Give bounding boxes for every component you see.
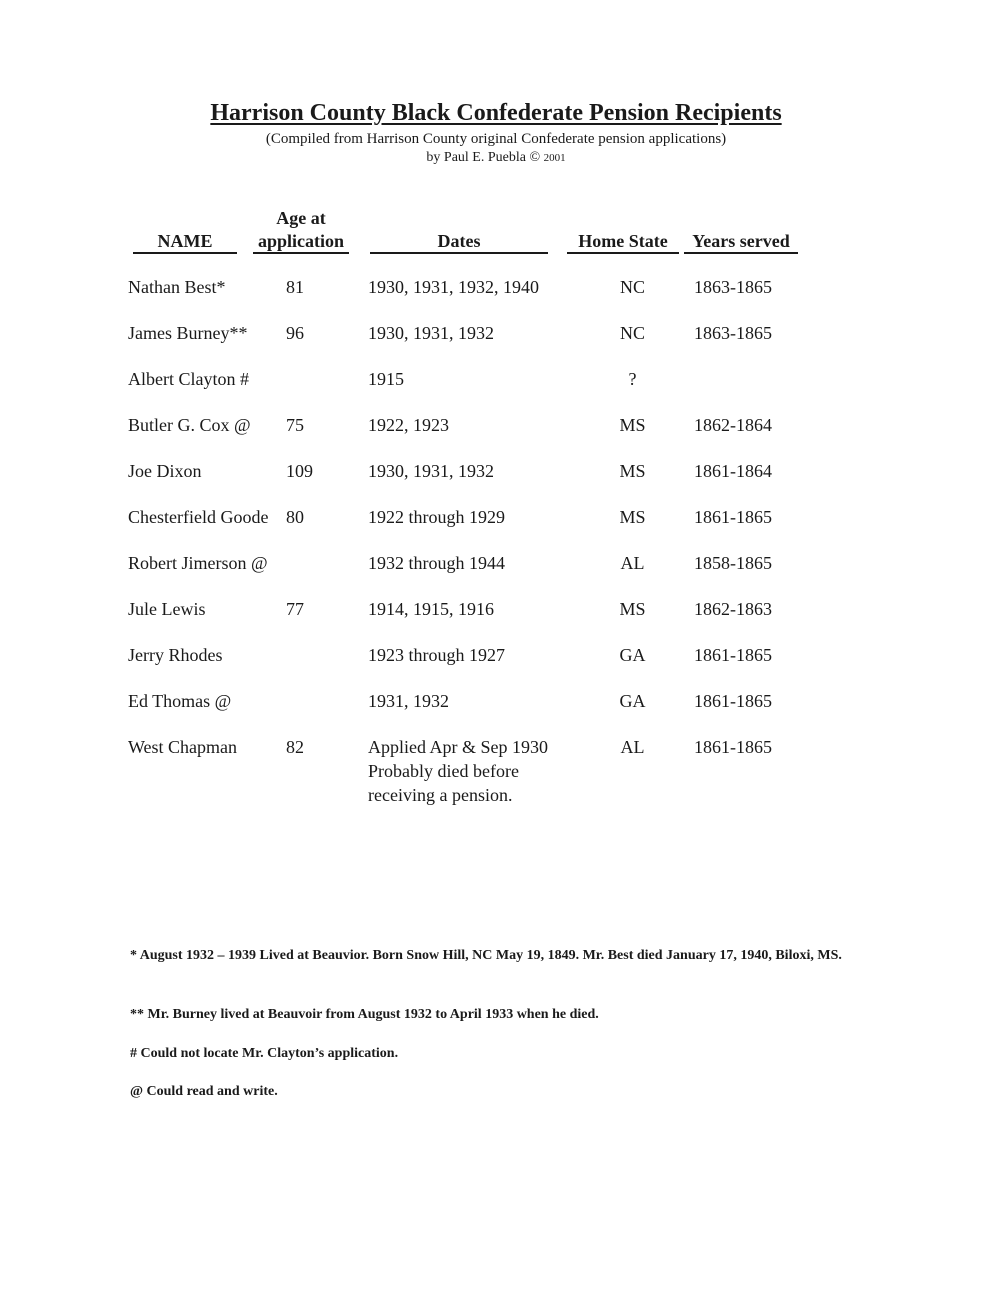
byline-year: 2001 bbox=[543, 152, 566, 164]
table-row bbox=[0, 644, 992, 690]
footnote-read-write: @ Could read and write. bbox=[130, 1084, 278, 1099]
cell-name: Ed Thomas @ bbox=[128, 691, 232, 711]
cell-name: Jule Lewis bbox=[128, 599, 206, 619]
cell-name: West Chapman bbox=[128, 737, 238, 757]
footnote-clayton: # Could not locate Mr. Clayton’s application. bbox=[130, 1046, 399, 1061]
cell-state: MS bbox=[619, 461, 646, 481]
cell-state: GA bbox=[619, 691, 646, 711]
cell-dates: 1922, 1923 bbox=[368, 415, 449, 435]
table-row-last bbox=[0, 736, 992, 808]
cell-dates: 1930, 1931, 1932 bbox=[368, 323, 494, 343]
cell-years: 1858-1865 bbox=[694, 553, 772, 573]
cell-dates: 1932 through 1944 bbox=[368, 553, 505, 573]
cell-dates: 1922 through 1929 bbox=[368, 507, 505, 527]
table-row bbox=[0, 598, 992, 644]
cell-state: NC bbox=[619, 277, 645, 297]
cell-dates: 1923 through 1927 bbox=[368, 645, 505, 665]
header-age: application bbox=[253, 230, 349, 254]
cell-name: Albert Clayton # bbox=[128, 369, 249, 389]
page-title bbox=[0, 98, 992, 128]
cell-years: 1861-1865 bbox=[694, 645, 772, 665]
table-row bbox=[0, 322, 992, 368]
byline bbox=[0, 149, 992, 167]
cell-dates: 1930, 1931, 1932 bbox=[368, 461, 494, 481]
cell-dates-line1: Applied Apr & Sep 1930 bbox=[368, 737, 548, 757]
cell-years: 1863-1865 bbox=[694, 323, 772, 343]
table-row bbox=[0, 276, 992, 322]
footnote-burney: ** Mr. Burney lived at Beauvoir from August 1932 to April 1933 when he died. bbox=[130, 1007, 599, 1022]
cell-dates: 1915 bbox=[368, 369, 404, 389]
cell-state: ? bbox=[628, 369, 637, 389]
cell-age: 81 bbox=[286, 277, 304, 297]
cell-name: Chesterfield Goode bbox=[128, 507, 269, 527]
cell-age: 96 bbox=[286, 323, 304, 343]
cell-name: Butler G. Cox @ bbox=[128, 415, 251, 435]
cell-years: 1863-1865 bbox=[694, 277, 772, 297]
cell-dates-line3: receiving a pension. bbox=[368, 785, 513, 805]
cell-state: AL bbox=[620, 737, 645, 757]
header-home-state: Home State bbox=[567, 230, 679, 254]
cell-state: MS bbox=[619, 599, 646, 619]
cell-dates: 1930, 1931, 1932, 1940 bbox=[368, 277, 539, 297]
cell-age: 109 bbox=[286, 461, 313, 481]
cell-name: Robert Jimerson @ bbox=[128, 553, 268, 573]
page-subtitle: (Compiled from Harrison County original Confederate pension applications) bbox=[265, 131, 727, 147]
cell-age: 80 bbox=[286, 507, 304, 527]
cell-years: 1861-1865 bbox=[694, 507, 772, 527]
cell-name: Jerry Rhodes bbox=[128, 645, 223, 665]
cell-state: MS bbox=[619, 415, 646, 435]
cell-years: 1861-1865 bbox=[694, 691, 772, 711]
cell-age: 75 bbox=[286, 415, 304, 435]
header-dates: Dates bbox=[370, 230, 548, 254]
cell-years: 1861-1864 bbox=[694, 461, 772, 481]
header-age-top: Age at bbox=[276, 208, 326, 228]
cell-dates: 1931, 1932 bbox=[368, 691, 449, 711]
table-row bbox=[0, 368, 992, 414]
header-years-served: Years served bbox=[684, 230, 798, 254]
table-row bbox=[0, 690, 992, 736]
footnote-best: * August 1932 – 1939 Lived at Beauvior. Born Snow Hill, NC May 19, 1849. Mr. Best died January 17, 1940, Biloxi, MS. bbox=[130, 948, 842, 963]
table-row bbox=[0, 552, 992, 598]
cell-age: 77 bbox=[286, 599, 304, 619]
cell-state: AL bbox=[620, 553, 645, 573]
cell-age: 82 bbox=[286, 737, 304, 757]
cell-name: Nathan Best* bbox=[128, 277, 226, 297]
cell-years: 1862-1864 bbox=[694, 415, 772, 435]
cell-dates: 1914, 1915, 1916 bbox=[368, 599, 494, 619]
table-row bbox=[0, 460, 992, 506]
table-row bbox=[0, 506, 992, 552]
page-title-text: Harrison County Black Confederate Pension Recipients bbox=[210, 100, 782, 126]
byline-author: by Paul E. Puebla © bbox=[426, 150, 541, 165]
cell-state: MS bbox=[619, 507, 646, 527]
header-name: NAME bbox=[133, 230, 237, 254]
cell-name: Joe Dixon bbox=[128, 461, 202, 481]
cell-dates-line2: Probably died before bbox=[368, 761, 519, 781]
table-row bbox=[0, 414, 992, 460]
cell-name: James Burney** bbox=[128, 323, 248, 343]
cell-state: NC bbox=[619, 323, 645, 343]
cell-years: 1861-1865 bbox=[694, 737, 772, 757]
cell-years: 1862-1863 bbox=[694, 599, 772, 619]
cell-state: GA bbox=[619, 645, 646, 665]
